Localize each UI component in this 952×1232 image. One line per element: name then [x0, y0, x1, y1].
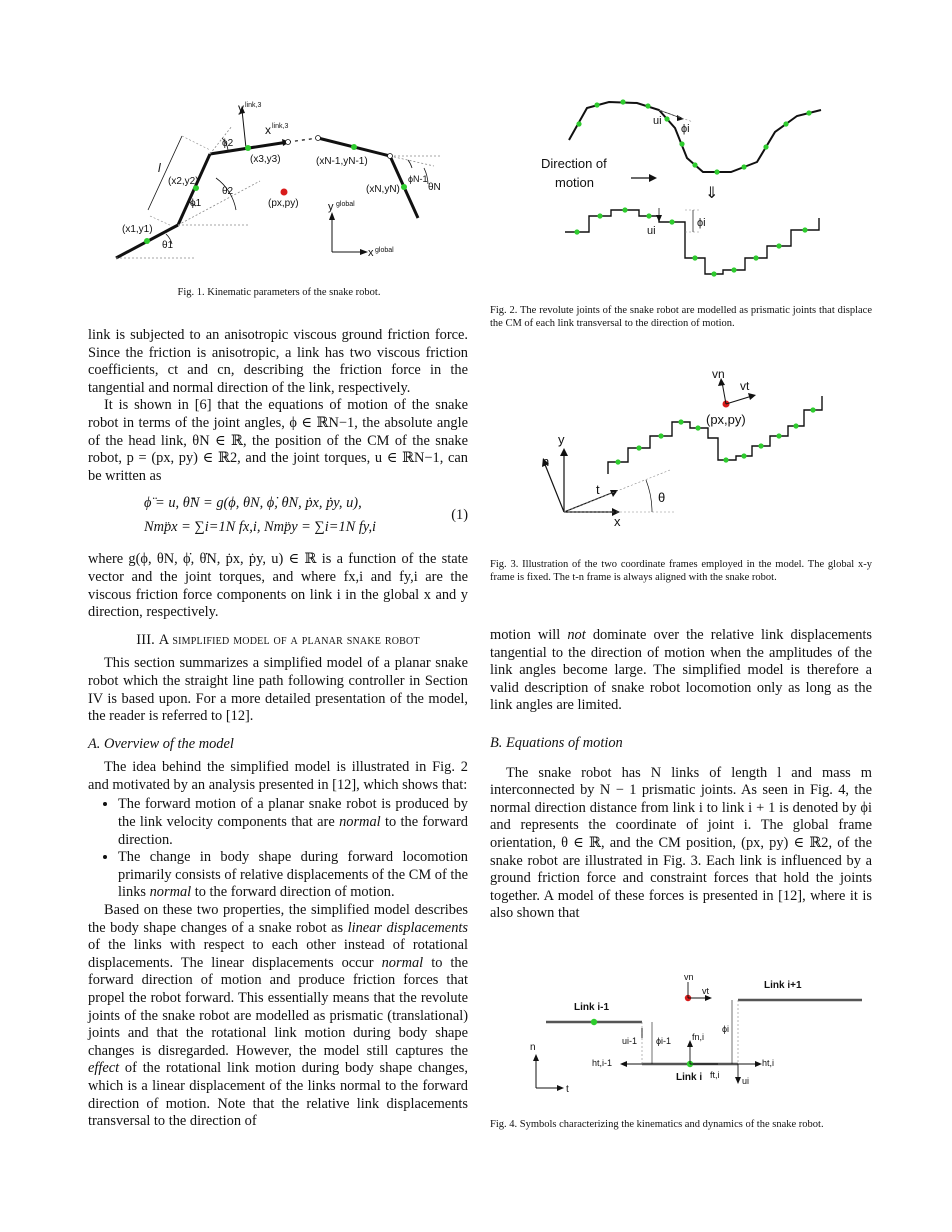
paragraph: where g(ϕ, θN, ϕ̇, θ̇N, ṗx, ṗy, u) ∈ ℝ is a function of the state vector and the joint torques, and where fx,i and fy,i are the viscous friction force components on link i in the global x and y direction, respectively. [88, 551, 468, 621]
fig2-caption: Fig. 2. The revolute joints of the snake robot are modelled as prismatic joints that displace the CM of each link transversal to the direction of motion. [490, 305, 872, 329]
prismatic-joint-diagram [535, 98, 835, 284]
fig1-label: (xN-1,yN-1) [316, 156, 368, 167]
fig1-label: θ2 [222, 186, 234, 197]
double-down-arrow-icon: ⇓ [705, 185, 719, 202]
fig4-label: ϕi-1 [656, 1036, 672, 1046]
fig1-label: θN [428, 182, 441, 193]
fig4-label: Link i-1 [574, 1002, 610, 1013]
fig1-caption: Fig. 1. Kinematic parameters of the snake robot. [177, 287, 381, 298]
fig1-label: global [336, 201, 355, 208]
fig1-label: x [368, 247, 374, 259]
fig2-label: ui [653, 115, 662, 127]
paragraph: It is shown in [6] that the equations of motion of the snake robot in terms of the joint angles, ϕ ∈ ℝN−1, the absolute angle of the head link, θN ∈ ℝ, the position of the CM of the snake robot, p = (px, py) ∈ ℝ2, and the joint torques, u ∈ ℝN−1, can be written as [88, 397, 468, 484]
fig1-label: (x2,y2) [168, 176, 199, 187]
fig4-label: ht,i-1 [592, 1058, 613, 1068]
coordinate-frames-diagram [540, 366, 830, 532]
equation-number: (1) [451, 507, 468, 524]
fig4-label: ft,i [710, 1070, 720, 1080]
fig2-label: ϕi [697, 217, 706, 229]
fig4-label: n [530, 1042, 536, 1053]
fig1-label: link,3 [245, 102, 262, 109]
equation-line: ϕ̈ = u, θ̈N = g(ϕ, θN, ϕ̇, θ̇N, ṗx, ṗy, u), [144, 495, 362, 512]
fig4-label: Link i+1 [764, 980, 802, 991]
figure-2 [535, 98, 835, 284]
list-item: • The change in body shape during forward locomotion primarily consists of relative displacements of the CM of the links normal to the forward direction of motion. [118, 849, 468, 902]
cm-marker [281, 189, 288, 196]
fig1-label: (px,py) [268, 198, 299, 209]
fig4-label: Link i [676, 1072, 703, 1083]
paragraph: The idea behind the simplified model is illustrated in Fig. 2 and motivated by an analysis presented in [12], which shows that: [88, 759, 468, 793]
fig2-label: Direction of [541, 156, 607, 171]
fig3-label: vn [712, 367, 725, 381]
fig2-label: ϕi [681, 123, 690, 135]
paragraph: motion will not dominate over the relative link displacements tangential to the direction of motion when the amplitudes of the link angles become large. The simplified model is therefore a valid description of snake robot locomotion only as long as the link angles are limited. [490, 627, 873, 714]
joint-marker [245, 145, 251, 151]
equation-line: Nmp̈x = ∑i=1N fx,i, Nmp̈y = ∑i=1N fy,i [144, 519, 377, 536]
fig1-label: l [158, 161, 161, 175]
fig1-label: (xN,yN) [366, 184, 400, 195]
fig1-label: y [238, 101, 244, 115]
bullet-list [88, 796, 468, 902]
fig2-label: motion [555, 175, 595, 190]
fig1-label: (x1,y1) [122, 224, 153, 235]
paragraph: The snake robot has N links of length l and mass m interconnected by N − 1 prismatic joints. As seen in Fig. 4, the normal direction distance from link i to link i + 1 is denoted by ϕi and represents the coordinate of joint i. The global frame orientation, θ ∈ ℝ, and the CM position, (px, py) ∈ ℝ2, of the snake robot are illustrated in Fig. 3. Each link is influenced by a ground friction force and constraint forces that hold the joints together. A model of these forces is presented in [12], where it is also shown that [490, 764, 872, 922]
fig3-label: θ [658, 490, 666, 505]
fig1-label: global [375, 247, 394, 254]
right-column-upper [490, 627, 872, 923]
figure-4 [522, 972, 872, 1096]
fig1-label: x [265, 123, 271, 137]
fig4-label: ϕi [722, 1024, 730, 1034]
fig1-label: link,3 [272, 123, 289, 130]
paragraph: This section summarizes a simplified model of a planar snake robot which the straight line path following controller in Section IV is based upon. For a more detailed presentation of the model, the reader is referred to [12]. [88, 655, 468, 725]
fig4-label: t [566, 1084, 569, 1095]
subsection-heading: A. Overview of the model [88, 735, 234, 752]
joint-marker [144, 238, 150, 244]
fig2-label: ui [647, 225, 656, 237]
figure-1 [110, 98, 440, 268]
fig1-label: ϕ2 [222, 138, 234, 149]
fig4-label: fn,i [692, 1032, 705, 1042]
fig1-label: θ1 [162, 240, 174, 251]
fig1-label: ϕN-1 [408, 174, 428, 184]
fig3-label: (px,py) [706, 412, 746, 427]
paragraph: Based on these two properties, the simplified model describes the body shape changes of a snake robot as linear displacements of the links with respect to each other instead of rotational displacements. The linear displacements occur normal to the forward direction of motion and produce friction forces that propel the robot forward. This essentially means that the revolute joints of the snake robot are modelled as prismatic (translational) joints and that the rotational link motion during body shape changes is disregarded. However, the model still captures the effect of the rotational link motion during body shape changes, which is a linear displacement of the links normal to the forward direction of motion. Note that the relative link displacements transversal to the direction of [88, 902, 468, 1130]
fig3-label: y [558, 432, 565, 447]
fig3-label: x [614, 514, 621, 529]
section-heading: III. A simplified model of a planar snake robot [136, 631, 420, 648]
subsection-heading: B. Equations of motion [490, 734, 623, 751]
fig1-label: ϕ1 [190, 198, 202, 209]
left-column [88, 327, 468, 1131]
fig4-label: ui [742, 1076, 750, 1086]
fig4-caption: Fig. 4. Symbols characterizing the kinematics and dynamics of the snake robot. [490, 1119, 824, 1130]
fig1-label: y [328, 201, 334, 213]
kinematics-diagram [110, 98, 440, 268]
fig1-label: (x3,y3) [250, 154, 281, 165]
joint-marker [351, 144, 357, 150]
equation-1 [88, 489, 468, 547]
fig4-label: vn [684, 972, 694, 982]
list-item: • The forward motion of a planar snake robot is produced by the link velocity components that are normal to the forward direction. [118, 796, 468, 849]
figure-3 [540, 366, 830, 532]
fig4-label: vt [702, 986, 710, 996]
joint-marker [401, 184, 407, 190]
fig3-label: t [596, 482, 600, 497]
fig3-label: n [542, 454, 550, 469]
fig3-caption: Fig. 3. Illustration of the two coordinate frames employed in the model. The global x-y frame is fixed. The t-n frame is always aligned with the snake robot. [490, 559, 872, 583]
fig4-label: ht,i [762, 1058, 775, 1068]
kinematics-dynamics-diagram [522, 972, 872, 1096]
fig4-label: ui-1 [622, 1036, 638, 1046]
fig3-label: vt [740, 379, 750, 393]
paragraph: link is subjected to an anisotropic viscous ground friction force. Since the friction is anisotropic, a link has two viscous friction coefficients, ct and cn, describing the friction force in the tangential and normal direction of the link, respectively. [88, 327, 468, 396]
